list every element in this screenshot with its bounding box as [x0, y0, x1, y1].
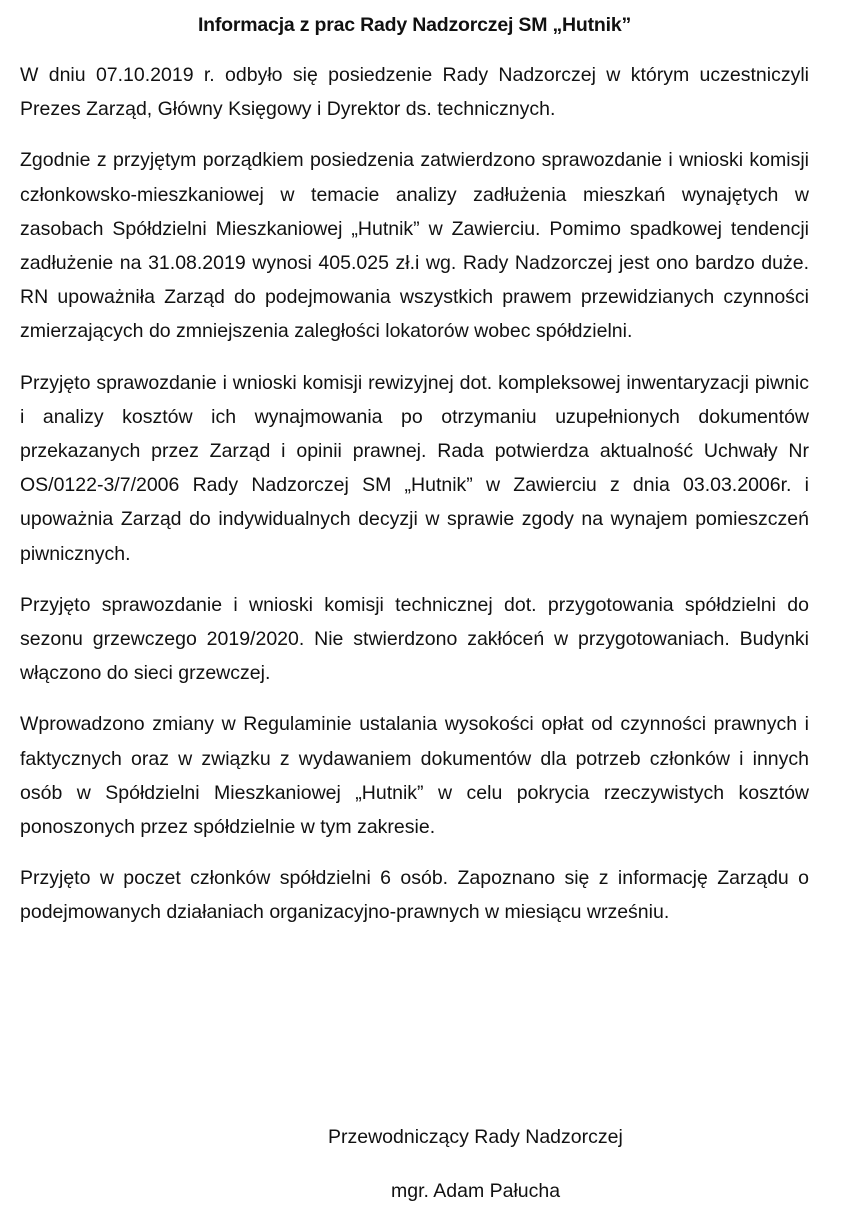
paragraph-meeting-info: W dniu 07.10.2019 r. odbyło się posiedzenie Rady Nadzorczej w którym uczestniczyli Prezes Zarząd, Główny Księgowy i Dyrektor ds. technicznych.: [20, 64, 809, 121]
signature-role: Przewodniczący Rady Nadzorczej: [328, 1126, 623, 1148]
signature-name: mgr. Adam Pałucha: [391, 1180, 561, 1202]
paragraph-basement-inventory: Przyjęto sprawozdanie i wnioski komisji rewizyjnej dot. kompleksowej inwentaryzacji piwnic i analizy kosztów ich wynajmowania po otrzymaniu uzupełnionych dokumentów przekazanych przez Zarząd i opinii prawnej. Rada potwierdza aktualność Uchwały Nr OS/0122-3/7/2006 Rady Nadzorczej SM „Hutnik” w Zawierciu z dnia 03.03.2006r. i upoważnia Zarząd do indywidualnych decyzji w sprawie zgody na wynajem pomieszczeń piwnicznych.: [20, 371, 809, 565]
paragraph-regulation-changes: Wprowadzono zmiany w Regulaminie ustalania wysokości opłat od czynności prawnych i faktycznych oraz w związku z wydawaniem dokumentów dla potrzeb członków i innych osób w Spółdzielni Mieszkaniowej „Hutnik” w celu pokrycia rzeczywistych kosztów ponoszonych przez spółdzielnie w tym zakresie.: [20, 713, 809, 839]
signature-block: [328, 1120, 688, 1208]
paragraph-heating-season: Przyjęto sprawozdanie i wnioski komisji technicznej dot. przygotowania spółdzielni do sezonu grzewczego 2019/2020. Nie stwierdzono zakłóceń w przygotowaniach. Budynki włączono do sieci grzewczej.: [20, 593, 809, 685]
document-title: Informacja z prac Rady Nadzorczej SM „Hutnik”: [197, 14, 632, 36]
paragraph-debt-analysis: Zgodnie z przyjętym porządkiem posiedzenia zatwierdzono sprawozdanie i wnioski komisji członkowsko-mieszkaniowej w temacie analizy zadłużenia mieszkań wynajętych w zasobach Spółdzielni Mieszkaniowej „Hutnik” w Zawierciu. Pomimo spadkowej tendencji zadłużenie na 31.08.2019 wynosi 405.025 zł.i wg. Rady Nadzorczej jest ono bardzo duże. RN upoważniła Zarząd do podejmowania wszystkich prawem przewidzianych czynności zmierzających do zmniejszenia zaległości lokatorów wobec spółdzielni.: [20, 149, 809, 343]
document-page: [20, 0, 809, 930]
paragraph-new-members: Przyjęto w poczet członków spółdzielni 6 osób. Zapoznano się z informację Zarządu o podejmowanych działaniach organizacyjno-prawnych w miesiącu wrześniu.: [20, 867, 809, 924]
